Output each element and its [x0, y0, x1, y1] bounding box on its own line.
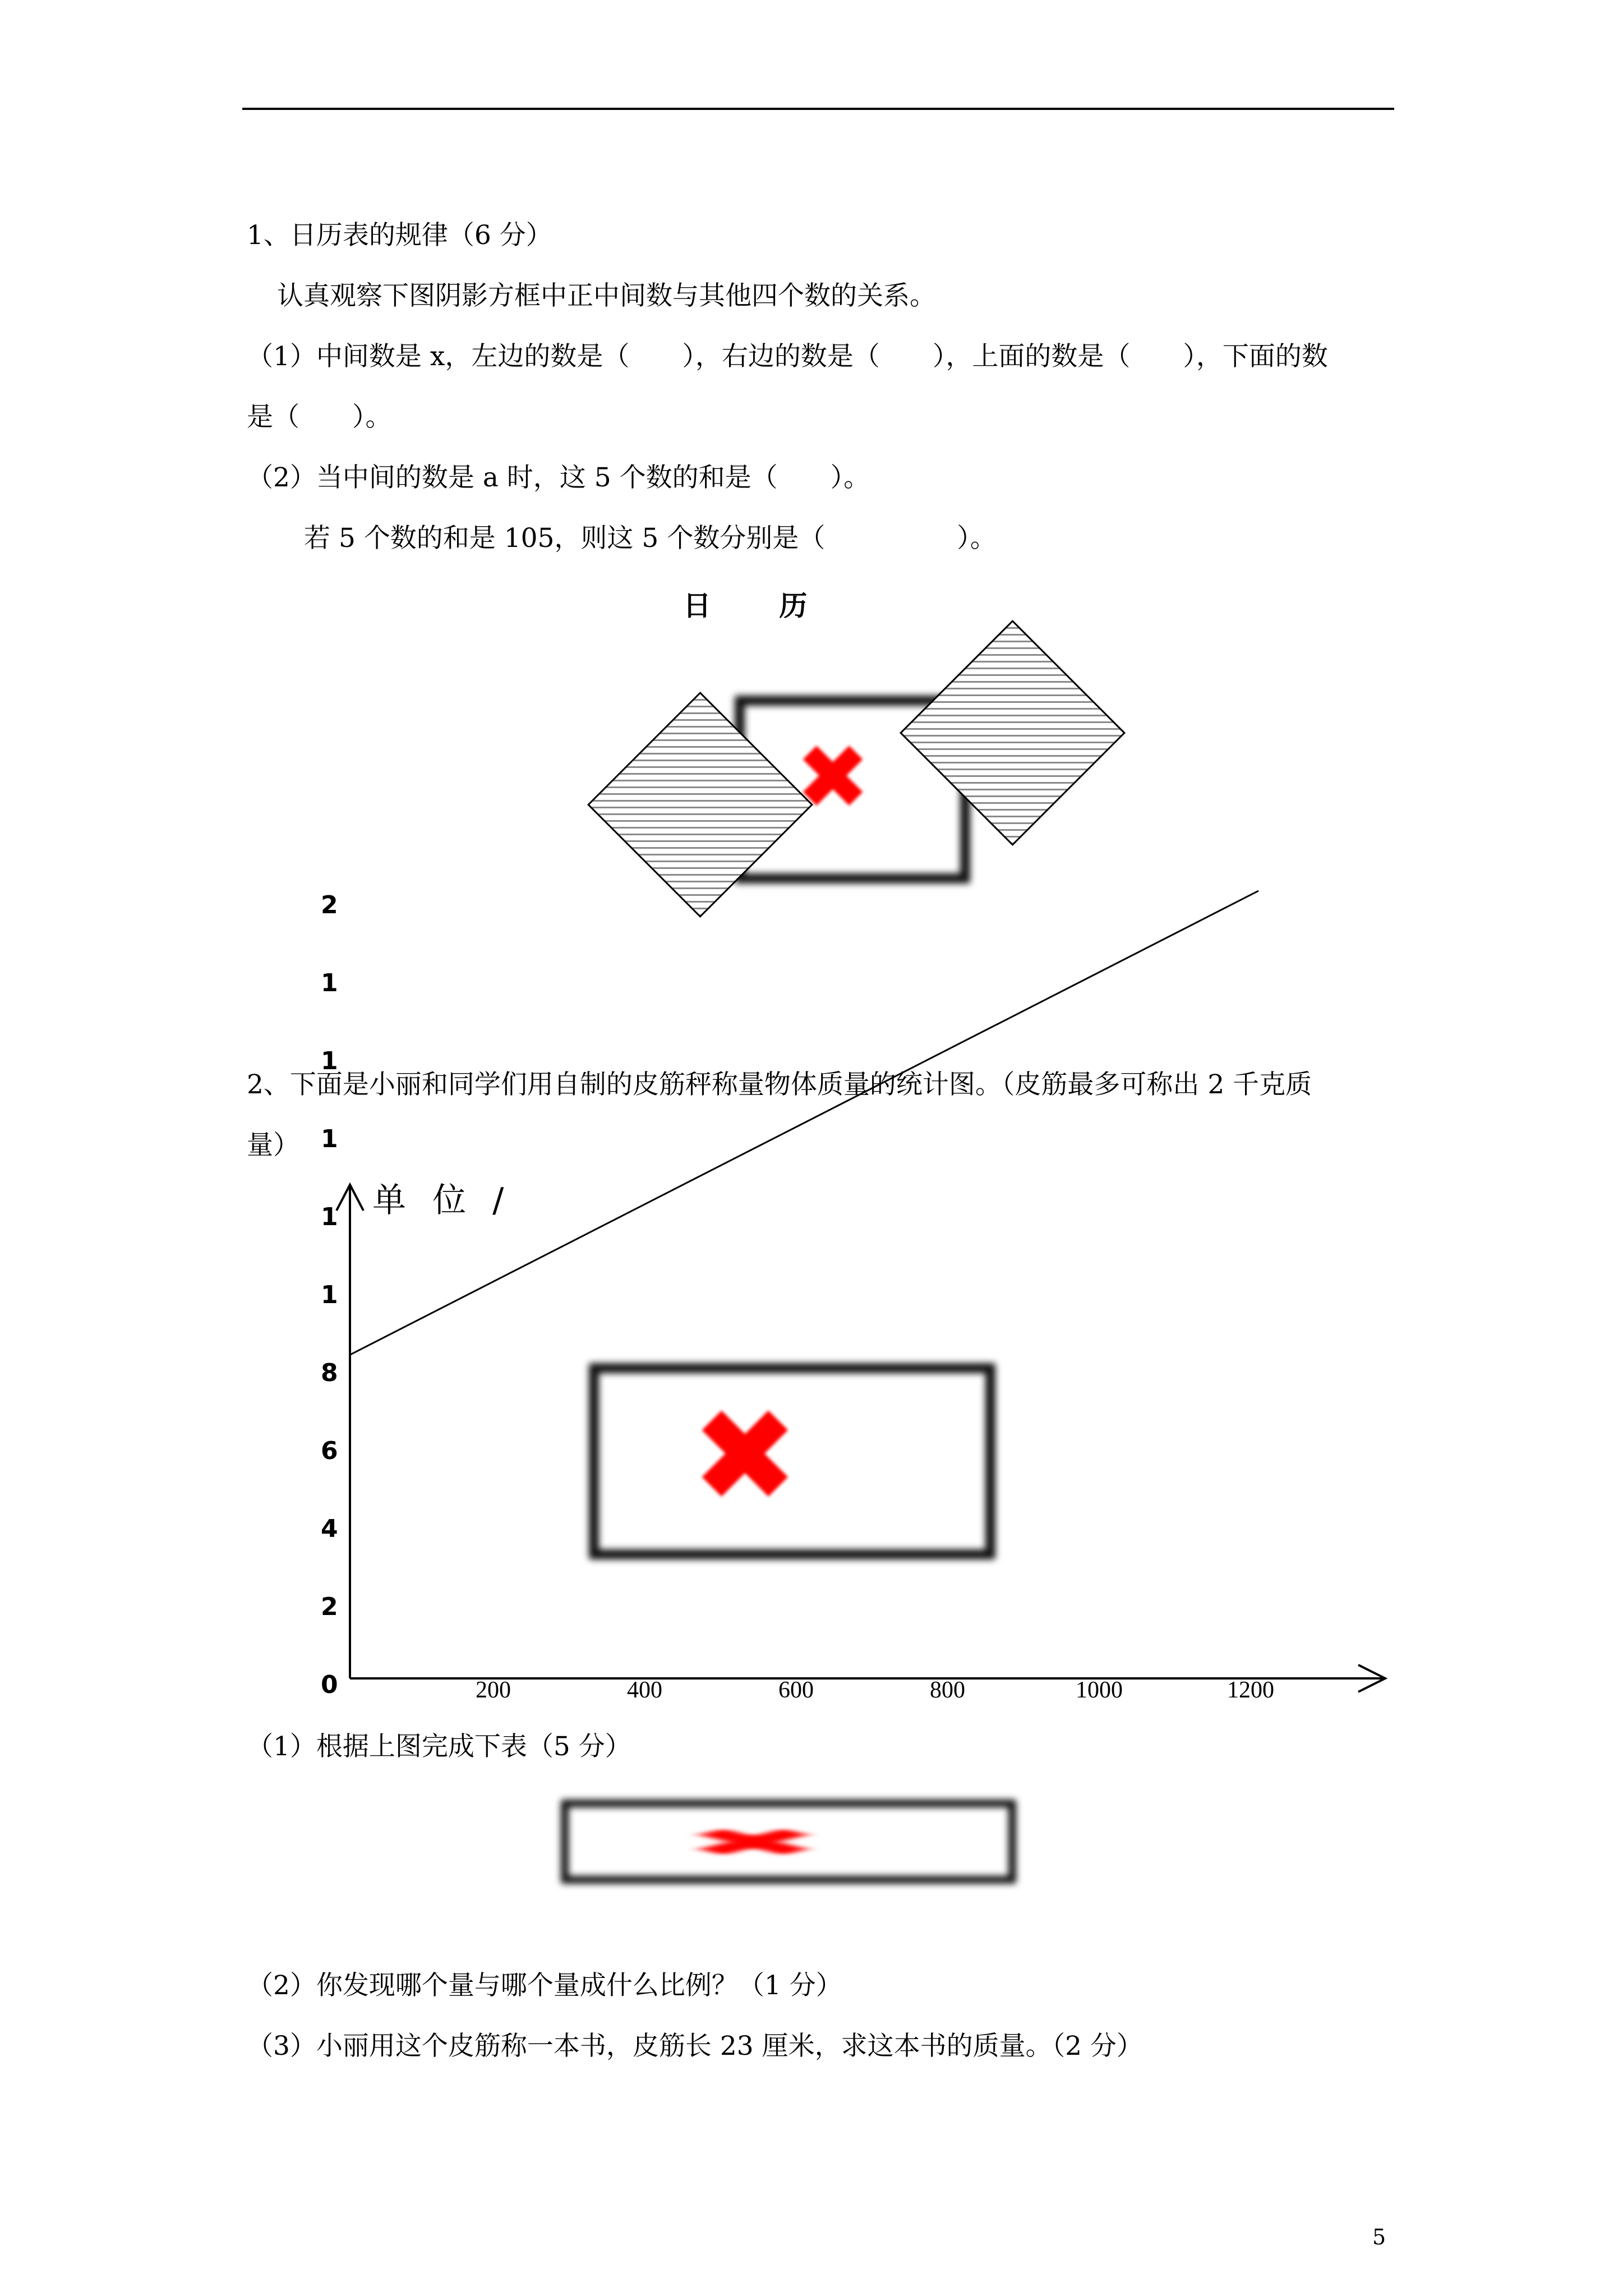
q2-sub3: （3）小丽用这个皮筋称一本书，皮筋长 23 厘米，求这本书的质量。（2 分）	[247, 2031, 1143, 2062]
q2-title-line2: 量）	[247, 1130, 299, 1161]
q1-part1-line1: （1）中间数是 x，左边的数是（ ），右边的数是（ ），上面的数是（ ），下面的数	[247, 341, 1328, 372]
y-tick-label: 1	[321, 969, 338, 997]
page-number: 5	[1372, 2225, 1386, 2249]
x-tick-label: 800	[930, 1677, 965, 1703]
series-line	[350, 891, 1258, 1355]
q1-part3: 若 5 个数的和是 105，则这 5 个数分别是（ ）。	[304, 523, 997, 554]
y-axis-label: 单 位 /	[372, 1181, 512, 1220]
q1-intro: 认真观察下图阴影方框中正中间数与其他四个数的关系。	[277, 280, 936, 311]
y-tick-label: 1	[321, 1047, 338, 1075]
y-tick-label: 1	[321, 1281, 338, 1309]
x-tick-label: 1000	[1076, 1677, 1123, 1703]
chart-broken-image-icon: ✖	[691, 1382, 799, 1531]
x-tick-label: 400	[627, 1677, 662, 1703]
q2-sub2: （2）你发现哪个量与哪个量成什么比例？（1 分）	[247, 1970, 842, 2001]
y-tick-label: 2	[321, 1593, 338, 1621]
y-tick-label: 4	[321, 1515, 338, 1543]
broken-image-icon: ✖	[795, 725, 871, 830]
x-tick-label: 1200	[1227, 1677, 1274, 1703]
x-tick-label: 200	[476, 1677, 511, 1703]
q1-part1-line2: 是（ ）。	[247, 402, 392, 432]
q1-title: 1、日历表的规律（6 分）	[247, 220, 552, 251]
calendar-title: 日 历	[683, 590, 837, 622]
y-tick-label: 1	[321, 1125, 338, 1153]
y-tick-label: 6	[321, 1437, 338, 1465]
y-tick-label: 8	[321, 1359, 338, 1387]
y-tick-label: 0	[321, 1671, 338, 1699]
table-broken-image-icon: ✖	[684, 1820, 823, 1866]
x-tick-label: 600	[778, 1677, 814, 1703]
y-tick-label: 1	[321, 1203, 338, 1231]
q1-part2: （2）当中间的数是 a 时，这 5 个数的和是（ ）。	[247, 462, 870, 493]
q2-title-line1: 2、下面是小丽和同学们用自制的皮筋秤称量物体质量的统计图。（皮筋最多可称出 2 千克质	[247, 1069, 1312, 1100]
q2-sub1: （1）根据上图完成下表（5 分）	[247, 1731, 631, 1762]
y-tick-label: 2	[321, 891, 338, 919]
